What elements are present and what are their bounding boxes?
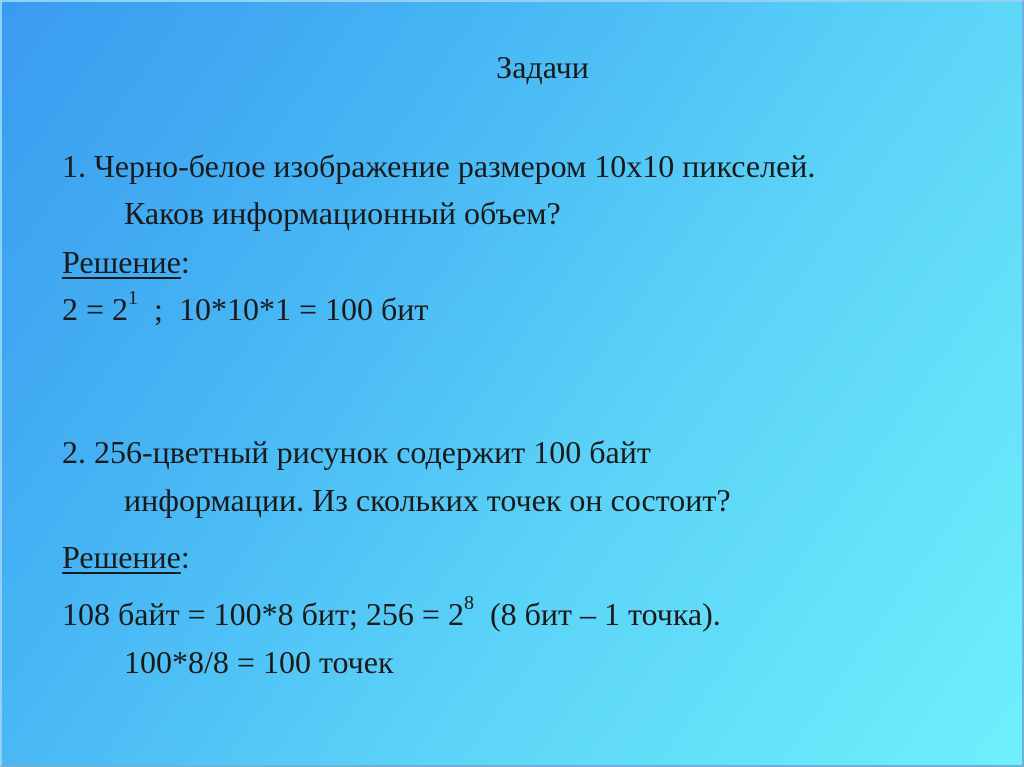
task2-solution-label: Решение [62,539,181,575]
task2-formula-suffix: (8 бит – 1 точка). [473,596,721,632]
task1-line2: Каков информационный объем? [124,195,561,231]
task2-formula [62,592,721,636]
task1-formula-exponent: 1 [128,287,139,310]
task1-formula-prefix: 2 = 2 [62,291,129,327]
task2-line2: информации. Из скольких точек он состоит? [124,482,731,518]
task1-solution-colon: : [180,244,190,280]
task2-solution-heading [62,535,190,579]
slide-title: Задачи [496,49,589,85]
task1-solution-label: Решение [62,244,181,280]
task1-solution-heading [62,240,190,284]
task1-formula [62,287,428,331]
task1-line1: 1. Черно-белое изображение размером 10х10 пикселей. [62,148,816,184]
task2-formula-exponent: 8 [463,592,474,615]
task1-formula-suffix: ; 10*10*1 = 100 бит [138,291,429,327]
task2-solution-colon: : [180,539,190,575]
task2-line1: 2. 256-цветный рисунок содержит 100 байт [62,434,651,470]
task2-formula-prefix: 108 байт = 100*8 бит; 256 = 2 [62,596,464,632]
task2-formula-line2: 100*8/8 = 100 точек [124,644,394,680]
